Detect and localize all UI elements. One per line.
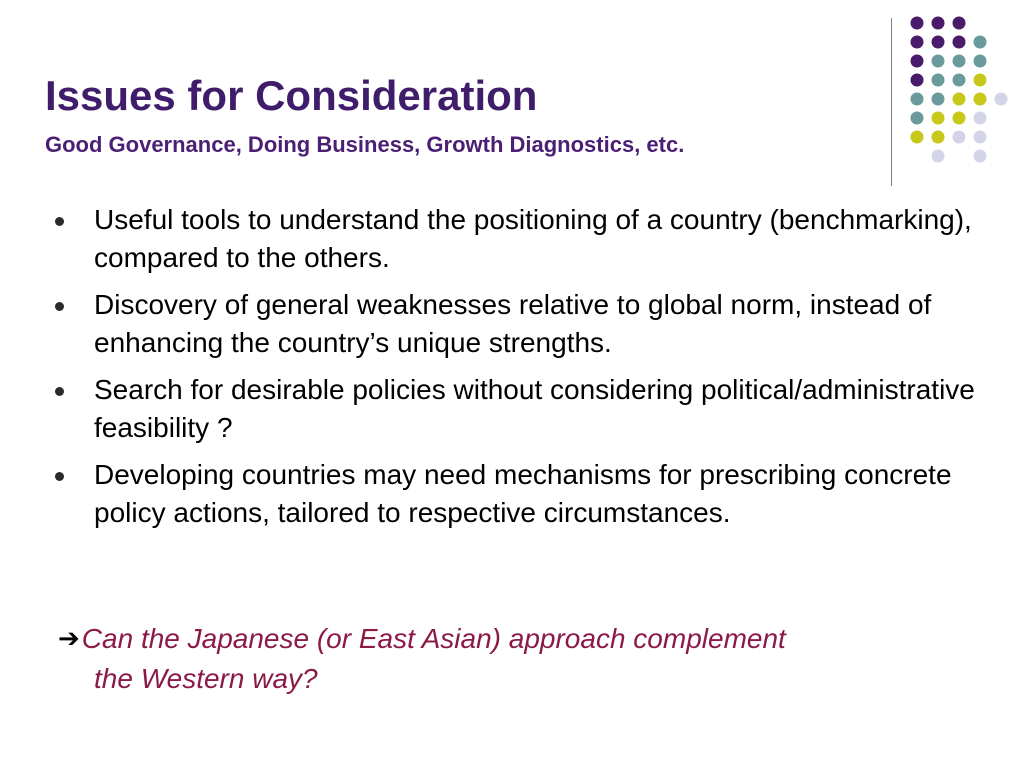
decor-dot bbox=[911, 93, 924, 106]
bullet-dot-icon bbox=[55, 387, 64, 396]
decor-dot bbox=[911, 131, 924, 144]
decor-dot bbox=[953, 131, 966, 144]
decor-dot bbox=[932, 36, 945, 49]
bullet-item bbox=[55, 371, 975, 447]
decor-dot bbox=[932, 55, 945, 68]
bullet-list bbox=[55, 201, 975, 541]
decor-dot bbox=[932, 93, 945, 106]
bullet-item bbox=[55, 286, 975, 362]
bullet-text: Discovery of general weaknesses relative to global norm, instead of enhancing the country’s unique strengths. bbox=[94, 289, 932, 358]
decor-dot bbox=[974, 112, 987, 125]
header-divider bbox=[891, 18, 892, 186]
decor-dot bbox=[974, 131, 987, 144]
conclusion-line1: Can the Japanese (or East Asian) approach complement bbox=[81, 623, 786, 654]
decor-dot bbox=[911, 74, 924, 87]
bullet-dot-icon bbox=[55, 217, 64, 226]
decor-dot bbox=[953, 112, 966, 125]
decor-dot bbox=[953, 36, 966, 49]
dot-grid-icon bbox=[0, 0, 1024, 200]
conclusion-line2: the Western way? bbox=[94, 663, 318, 694]
decor-dot bbox=[953, 17, 966, 30]
bullet-item bbox=[55, 201, 975, 277]
decor-dot bbox=[995, 93, 1008, 106]
slide-title: Issues for Consideration bbox=[45, 72, 538, 119]
decor-dot bbox=[911, 17, 924, 30]
decor-dot bbox=[953, 74, 966, 87]
decor-dot bbox=[974, 74, 987, 87]
decor-dot bbox=[953, 93, 966, 106]
decor-dot bbox=[974, 55, 987, 68]
bullet-text: Useful tools to understand the positioning of a country (benchmarking), compared to the others. bbox=[94, 204, 972, 273]
right-arrow-icon: ➔ bbox=[58, 623, 80, 653]
bullet-text: Search for desirable policies without considering political/administrative feasibility ? bbox=[94, 374, 975, 443]
slide-subtitle: Good Governance, Doing Business, Growth Diagnostics, etc. bbox=[45, 132, 685, 157]
decor-dot bbox=[911, 36, 924, 49]
decor-dot bbox=[932, 131, 945, 144]
bullet-dot-icon bbox=[55, 472, 64, 481]
decor-dot bbox=[932, 17, 945, 30]
decor-dot bbox=[911, 112, 924, 125]
bullet-text: Developing countries may need mechanisms for prescribing concrete policy actions, tailored to respective circumstances. bbox=[94, 459, 952, 528]
decor-dot bbox=[932, 74, 945, 87]
decor-dot bbox=[932, 150, 945, 163]
decor-dot bbox=[974, 93, 987, 106]
decor-dot bbox=[953, 55, 966, 68]
bullet-dot-icon bbox=[55, 302, 64, 311]
decor-dot bbox=[974, 36, 987, 49]
decor-dot bbox=[932, 112, 945, 125]
conclusion-question bbox=[58, 618, 978, 699]
decor-dot bbox=[911, 55, 924, 68]
decor-dot bbox=[974, 150, 987, 163]
bullet-item bbox=[55, 456, 975, 532]
